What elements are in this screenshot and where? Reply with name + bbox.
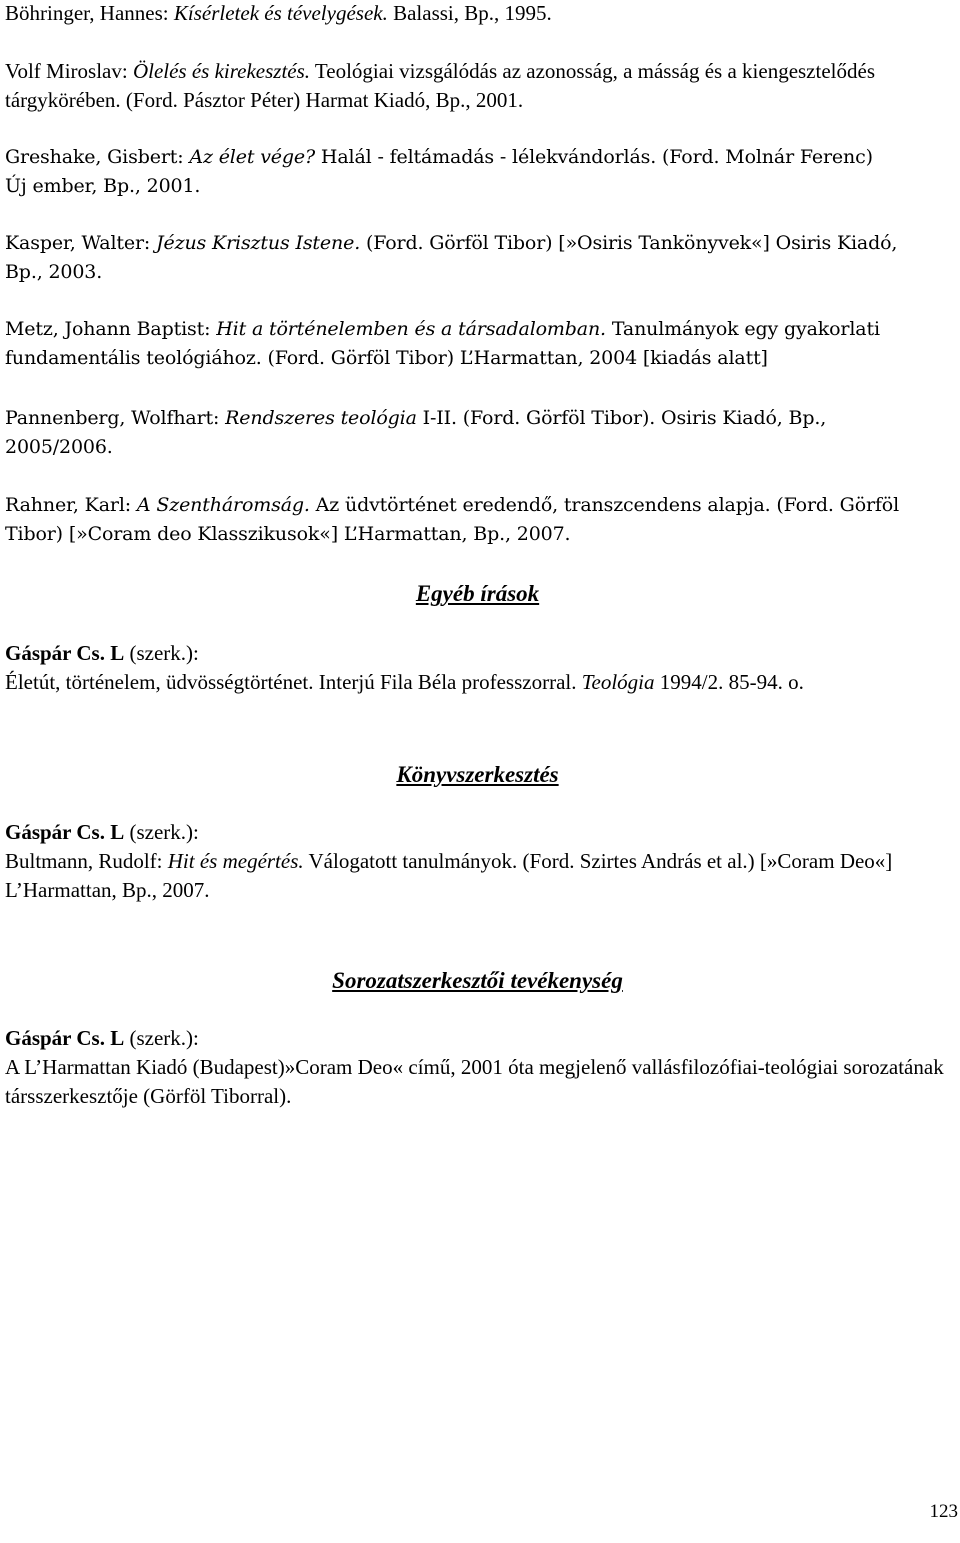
entry-author: Pannenberg, Wolfhart: (5, 407, 226, 429)
entry-title: Teológia (581, 670, 655, 694)
section-heading-series-editing: Sorozatszerkesztői tevékenység (332, 968, 623, 993)
entry-title: Rendszeres teológia (225, 407, 417, 429)
compiler-line (5, 639, 950, 668)
entry-title: Az élet vége? (189, 146, 316, 168)
entry-author: Greshake, Gisbert: (5, 146, 190, 168)
entry-details: Válogatott tanulmányok. (Ford. Szirtes András et al.) [»Coram Deo«] L’Harmattan, Bp., 2007. (5, 849, 893, 902)
entry-details: Teológiai vizsgálódás az azonosság, a másság és a kiengesztelődés tárgykörében. (Ford. Pásztor Péter) Harmat Kiadó, Bp., 2001. (5, 59, 875, 112)
section-entry-series (5, 1053, 950, 1111)
compiler-name: Gáspár Cs. L (5, 1026, 125, 1050)
compiler-line (5, 818, 950, 847)
bib-entry-pannenberg (5, 404, 925, 462)
entry-text: Életút, történelem, üdvösségtörténet. Interjú Fila Béla professzorral. (5, 670, 582, 694)
compiler-name: Gáspár Cs. L (5, 820, 125, 844)
compiler-role: (szerk.): (124, 1026, 199, 1050)
entry-details: Balassi, Bp., 1995. (387, 1, 552, 25)
bib-entry-bohringer (5, 0, 950, 28)
entry-details: (Ford. Görföl Tibor) [»Osiris Tankönyvek«] Osiris Kiadó, Bp., 2003. (5, 232, 898, 283)
entry-title: Hit a történelemben és a társadalomban. (216, 318, 606, 340)
section-entry-bultmann (5, 847, 925, 905)
entry-author: Kasper, Walter: (5, 232, 157, 254)
entry-text: A L’Harmattan Kiadó (Budapest)»Coram Deo« című, 2001 óta megjelenő vallásfilozófiai-teológiai sorozatának társszerkesztője (Görföl Tiborral). (5, 1055, 944, 1108)
section-entry-interview (5, 668, 950, 697)
entry-details: I-II. (Ford. Görföl Tibor). Osiris Kiadó, Bp., 2005/2006. (5, 407, 827, 458)
bib-entry-metz (5, 315, 950, 373)
entry-details: Az üdvtörténet eredendő, transzcendens alapja. (Ford. Görföl Tibor) [»Coram deo Klasszikusok«] L’Harmattan, Bp., 2007. (5, 494, 900, 545)
bib-entry-kasper (5, 229, 935, 287)
bib-entry-greshake (5, 143, 885, 201)
section-heading-book-editing: Könyvszerkesztés (396, 762, 559, 787)
entry-author: Rahner, Karl: (5, 494, 137, 516)
entry-title: Jézus Krisztus Istene. (156, 232, 361, 254)
entry-details: Halál - feltámadás - lélekvándorlás. (Ford. Molnár Ferenc) Új ember, Bp., 2001. (5, 146, 873, 197)
entry-title: Ölelés és kirekesztés. (132, 59, 311, 83)
bib-entry-rahner (5, 491, 905, 549)
entry-title: A Szentháromság. (136, 494, 310, 516)
compiler-role: (szerk.): (124, 641, 199, 665)
compiler-name: Gáspár Cs. L (5, 641, 125, 665)
entry-author: Volf Miroslav: (5, 59, 133, 83)
entry-author: Böhringer, Hannes: (5, 1, 174, 25)
entry-author: Bultmann, Rudolf: (5, 849, 168, 873)
entry-author: Metz, Johann Baptist: (5, 318, 217, 340)
entry-details: Tanulmányok egy gyakorlati fundamentális teológiához. (Ford. Görföl Tibor) L’Harmattan, 2004 [kiadás alatt] (5, 318, 880, 369)
page-number: 123 (929, 1501, 958, 1522)
compiler-role: (szerk.): (124, 820, 199, 844)
entry-title: Hit és megértés. (167, 849, 304, 873)
entry-details: 1994/2. 85-94. o. (654, 670, 804, 694)
compiler-line (5, 1024, 950, 1053)
section-heading-other-writings: Egyéb írások (415, 581, 540, 606)
bib-entry-volf (5, 57, 905, 115)
entry-title: Kísérletek és tévelygések. (173, 1, 388, 25)
